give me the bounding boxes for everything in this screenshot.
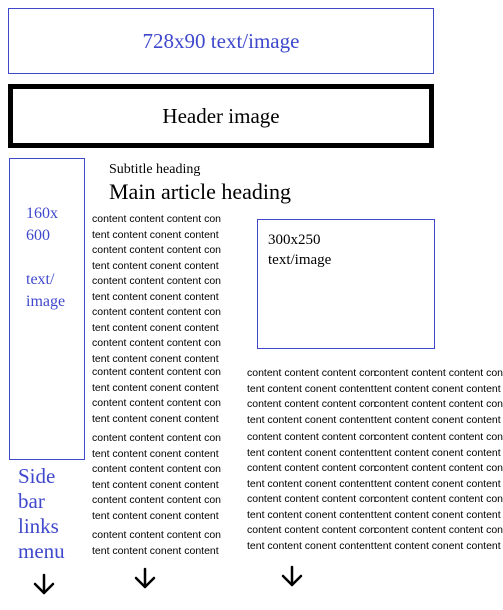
content-column-right xyxy=(374,366,503,428)
header-image-label: Header image xyxy=(162,103,280,128)
content-line: content content content con xyxy=(247,431,377,443)
content-line: content content content con xyxy=(92,244,222,256)
main-article-heading: Main article heading xyxy=(109,179,292,204)
banner-ad-placeholder xyxy=(8,8,434,74)
content-line: content content content con xyxy=(374,367,503,379)
content-line: tent content conent content xyxy=(92,412,219,425)
content-line: tent content conent content xyxy=(374,477,501,490)
content-line: content content content con xyxy=(247,367,377,379)
content-line: content content content con xyxy=(247,493,377,505)
content-line: content content content con xyxy=(92,432,222,444)
content-line: tent content conent content xyxy=(92,544,219,557)
content-line: content content content con xyxy=(92,494,222,506)
inline-ad-line: 300x250 xyxy=(268,232,321,248)
sidebar-links-line: bar xyxy=(18,489,45,513)
content-column-middle xyxy=(247,430,377,554)
content-line: tent content conent content xyxy=(374,539,501,552)
sidebar-ad-line xyxy=(26,247,84,269)
content-line: tent content conent content xyxy=(92,259,219,272)
content-line: content content content con xyxy=(92,366,222,378)
content-line: content content content con xyxy=(247,398,377,410)
content-line: tent content conent content xyxy=(247,477,374,490)
header-image-placeholder xyxy=(8,84,434,148)
inline-ad-placeholder xyxy=(257,219,435,349)
sidebar-ad-line: text/ xyxy=(26,271,55,288)
content-line: tent content conent content xyxy=(92,228,219,241)
content-line: tent content conent content xyxy=(92,478,219,491)
down-arrow-icon xyxy=(280,566,304,588)
sidebar-ad-line: 600 xyxy=(26,227,50,244)
content-line: tent content conent content xyxy=(247,508,374,521)
subtitle-heading: Subtitle heading xyxy=(109,162,201,177)
content-line: tent content conent content xyxy=(374,382,501,395)
content-line: tent content conent content xyxy=(247,413,374,426)
content-line: tent content conent content xyxy=(92,381,219,394)
banner-ad-label: 728x90 text/image xyxy=(142,28,300,53)
content-line: content content content con xyxy=(374,462,503,474)
content-line: content content content con xyxy=(247,462,377,474)
content-line: tent content conent content xyxy=(247,539,374,552)
sidebar-ad-placeholder xyxy=(9,158,85,460)
sidebar-links-line: menu xyxy=(18,539,65,563)
down-arrow-icon xyxy=(32,574,56,596)
content-line: tent content conent content xyxy=(92,447,219,460)
content-column-left xyxy=(92,528,247,559)
sidebar-links-menu xyxy=(18,464,65,564)
content-line: content content content con xyxy=(92,463,222,475)
content-line: content content content con xyxy=(92,337,222,349)
sidebar-links-line: links xyxy=(18,514,59,538)
content-line: tent content conent content xyxy=(374,446,501,459)
inline-ad-line: text/image xyxy=(268,252,332,268)
content-line: content content content con xyxy=(374,398,503,410)
content-line: tent content conent content xyxy=(92,290,219,303)
content-line: tent content conent content xyxy=(92,509,219,522)
content-line: tent content conent content xyxy=(92,321,219,334)
content-line: tent content conent content xyxy=(374,508,501,521)
content-column-left xyxy=(92,431,247,524)
content-line: content content content con xyxy=(92,275,222,287)
content-line: content content content con xyxy=(247,524,377,536)
sidebar-ad-line: 160x xyxy=(26,205,58,222)
content-line: content content content con xyxy=(374,493,503,505)
content-line: tent content conent content xyxy=(92,352,219,365)
content-line: content content content con xyxy=(374,431,503,443)
content-column-right xyxy=(374,430,503,554)
content-column-left xyxy=(92,365,247,427)
sidebar-ad-line: image xyxy=(26,293,66,310)
content-column-left xyxy=(92,212,247,367)
content-line: content content content con xyxy=(92,529,222,541)
content-line: tent content conent content xyxy=(247,446,374,459)
content-line: tent content conent content xyxy=(374,413,501,426)
down-arrow-icon xyxy=(133,568,157,590)
content-line: content content content con xyxy=(374,524,503,536)
sidebar-links-line: Side xyxy=(18,464,56,488)
content-line: content content content con xyxy=(92,213,222,225)
content-line: content content content con xyxy=(92,397,222,409)
content-line: content content content con xyxy=(92,306,222,318)
content-line: tent content conent content xyxy=(247,382,374,395)
content-column-middle xyxy=(247,366,377,428)
